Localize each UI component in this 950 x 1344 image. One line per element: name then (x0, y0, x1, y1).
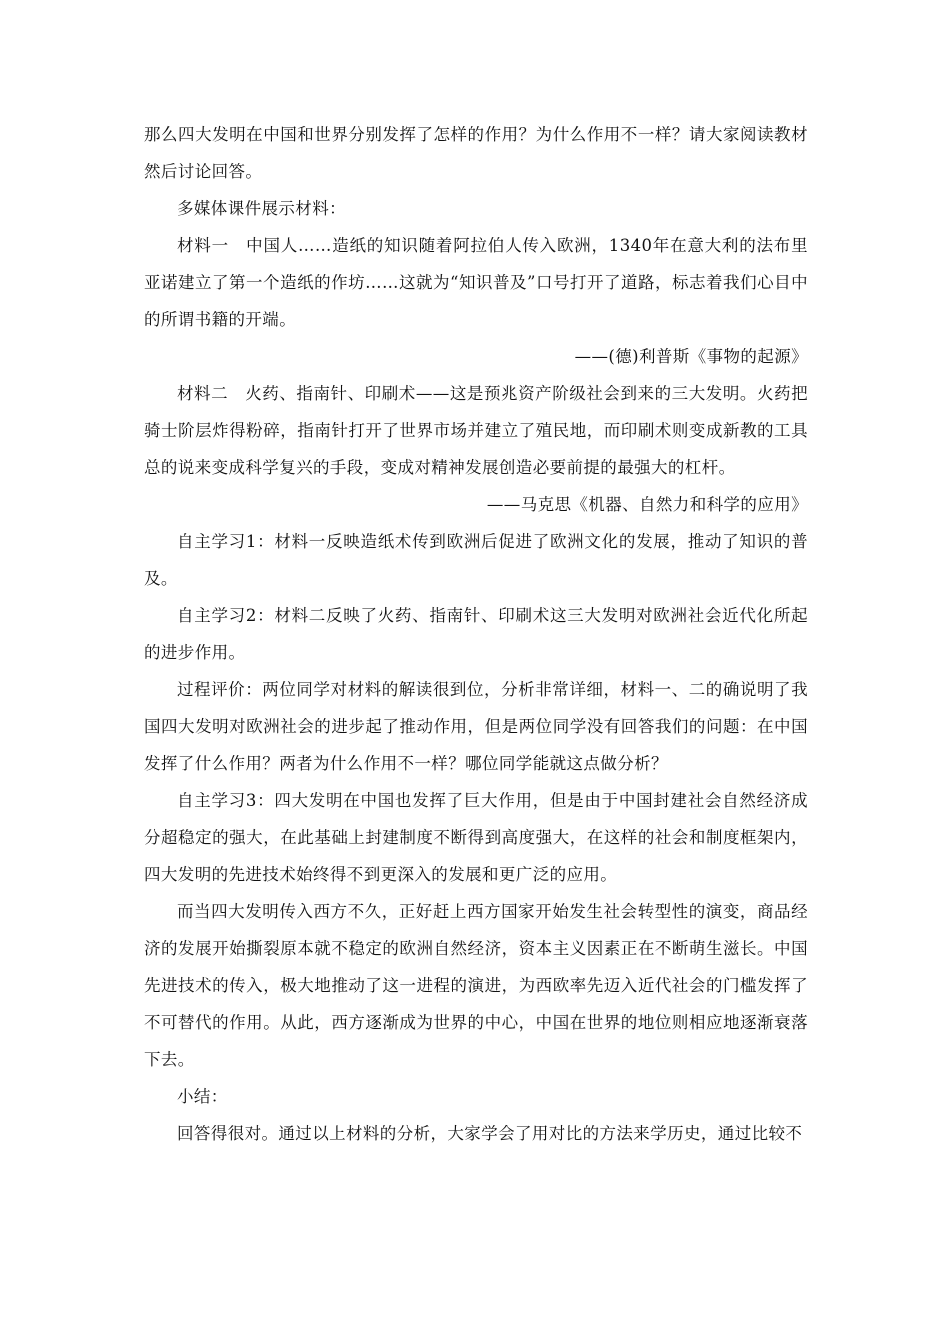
self-study-3-paragraph: 自主学习3：四大发明在中国也发挥了巨大作用，但是由于中国封建社会自然经济成分超稳定的强大，在此基础上封建制度不断得到高度强大，在这样的社会和制度框架内，四大发明的先进技术始终得不到更深入的发展和更广泛的应用。 (144, 791, 808, 884)
material-two-paragraph: 材料二 火药、指南针、印刷术——这是预兆资产阶级社会到来的三大发明。火药把骑士阶层炸得粉碎，指南针打开了世界市场并建立了殖民地，而印刷术则变成新教的工具总的说来变成科学复兴的手段，变成对精神发展创造必要前提的最强大的杠杆。 (144, 384, 808, 477)
summary-paragraph: 回答得很对。通过以上材料的分析，大家学会了用对比的方法来学历史，通过比较不 (177, 1124, 803, 1143)
self-study-2-paragraph: 自主学习2：材料二反映了火药、指南针、印刷术这三大发明对欧洲社会近代化所起的进步作用。 (144, 606, 808, 662)
self-study-1-paragraph: 自主学习1：材料一反映造纸术传到欧洲后促进了欧洲文化的发展，推动了知识的普及。 (144, 532, 808, 588)
material-one-source: ——(德)利普斯《事物的起源》 (574, 347, 808, 366)
material-one-paragraph: 材料一 中国人……造纸的知识随着阿拉伯人传入欧洲，1340年在意大利的法布里亚诺建立了第一个造纸的作坊……这就为“知识普及”口号打开了道路，标志着我们心目中的所谓书籍的开端。 (144, 236, 808, 329)
west-analysis-paragraph: 而当四大发明传入西方不久，正好赶上西方国家开始发生社会转型性的演变，商品经济的发展开始撕裂原本就不稳定的欧洲自然经济，资本主义因素正在不断萌生滋长。中国先进技术的传入，极大地推动了这一进程的演进，为西欧率先迈入近代社会的门槛发挥了不可替代的作用。从此，西方逐渐成为世界的中心，中国在世界的地位则相应地逐渐衰落下去。 (144, 902, 808, 1069)
material-two-source: ——马克思《机器、自然力和科学的应用》 (486, 495, 808, 514)
multimedia-materials-heading: 多媒体课件展示材料： (177, 199, 346, 218)
document-body (144, 116, 808, 1152)
summary-heading: 小结： (177, 1087, 228, 1106)
intro-question-paragraph: 那么四大发明在中国和世界分别发挥了怎样的作用？为什么作用不一样？请大家阅读教材然后讨论回答。 (144, 125, 808, 181)
process-evaluation-paragraph: 过程评价：两位同学对材料的解读很到位，分析非常详细，材料一、二的确说明了我国四大发明对欧洲社会的进步起了推动作用，但是两位同学没有回答我们的问题：在中国发挥了什么作用？两者为什么作用不一样？哪位同学能就这点做分析？ (144, 680, 808, 773)
